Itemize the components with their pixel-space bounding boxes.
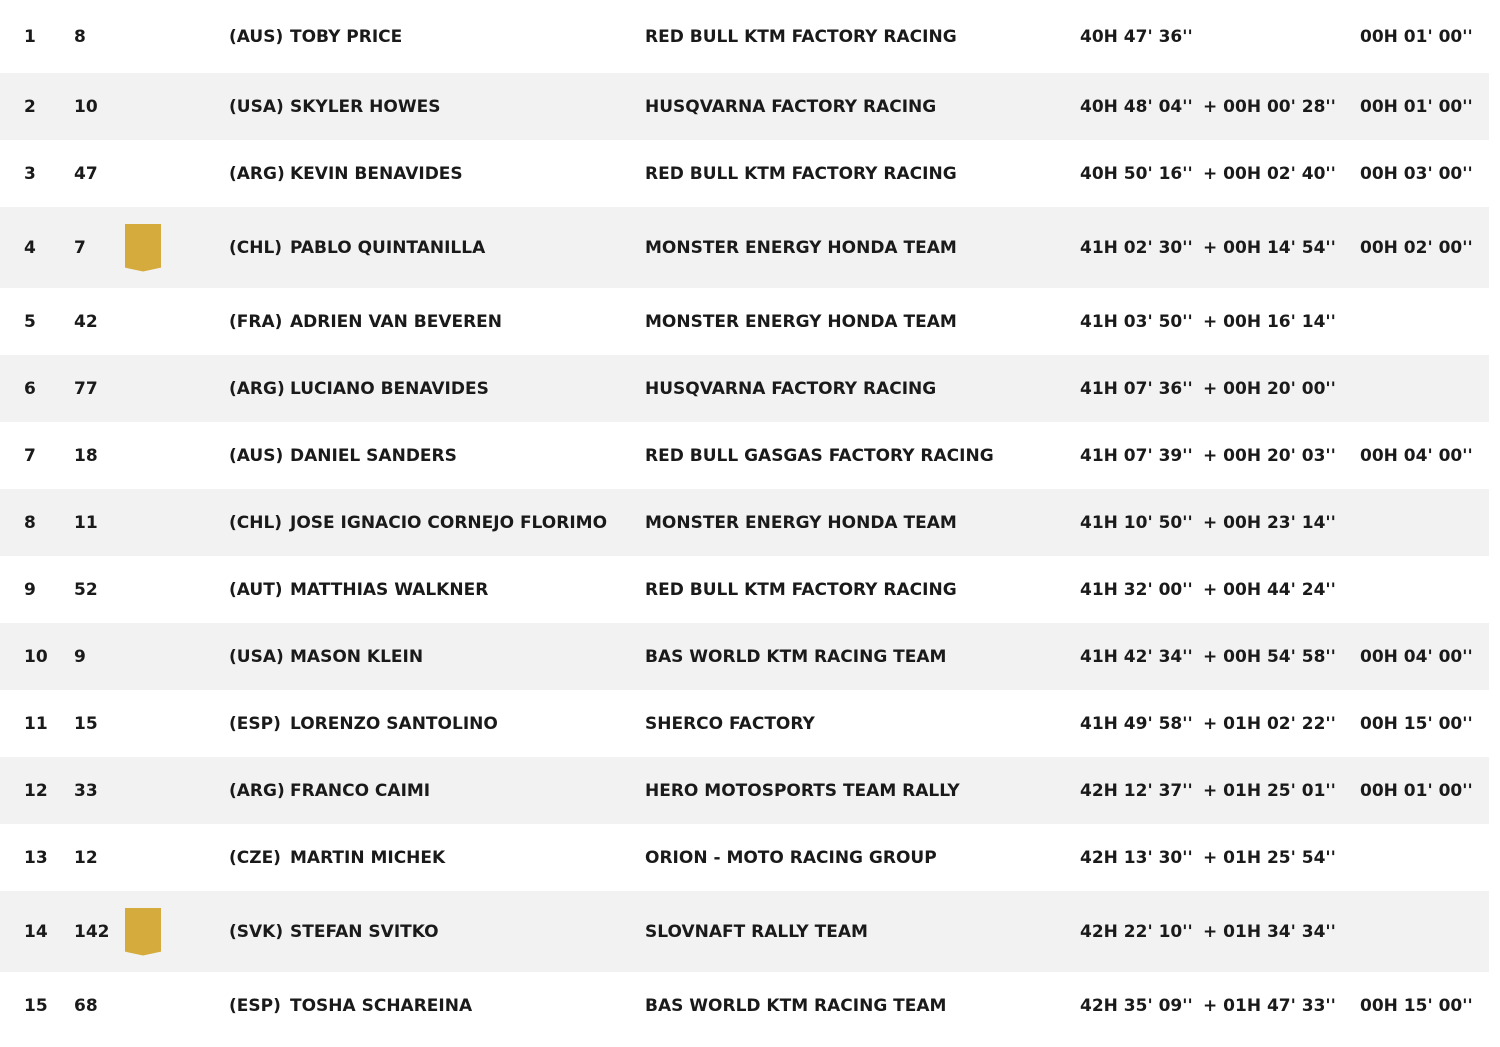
- table-row[interactable]: [0, 140, 1489, 207]
- nationality-cell: (USA): [229, 646, 284, 667]
- bike-number-cell: 7: [74, 237, 86, 258]
- bike-number-cell: 52: [74, 579, 98, 600]
- gold-badge-icon: [125, 908, 161, 956]
- team-name-cell: HERO MOTOSPORTS TEAM RALLY: [645, 780, 960, 801]
- gap-cell: + 00H 02' 40'': [1203, 163, 1336, 184]
- table-row[interactable]: [0, 355, 1489, 422]
- position-cell: 4: [24, 237, 36, 258]
- bike-number-cell: 8: [74, 26, 86, 47]
- team-name-cell: RED BULL GASGAS FACTORY RACING: [645, 445, 994, 466]
- position-cell: 9: [24, 579, 36, 600]
- table-row[interactable]: [0, 972, 1489, 1039]
- position-cell: 13: [24, 847, 48, 868]
- nationality-cell: (ESP): [229, 995, 281, 1016]
- position-cell: 12: [24, 780, 48, 801]
- team-name-cell: SHERCO FACTORY: [645, 713, 815, 734]
- rider-name-cell: MARTIN MICHEK: [290, 847, 446, 868]
- nationality-cell: (SVK): [229, 921, 284, 942]
- total-time-cell: 42H 12' 37'': [1080, 780, 1193, 801]
- rider-name-cell: TOBY PRICE: [290, 26, 403, 47]
- bike-number-cell: 47: [74, 163, 98, 184]
- gap-cell: + 01H 34' 34'': [1203, 921, 1336, 942]
- total-time-cell: 41H 10' 50'': [1080, 512, 1193, 533]
- bike-number-cell: 68: [74, 995, 98, 1016]
- bike-number-cell: 42: [74, 311, 98, 332]
- table-row[interactable]: [0, 73, 1489, 140]
- penalty-cell: 00H 04' 00'': [1360, 445, 1473, 466]
- penalty-cell: 00H 01' 00'': [1360, 96, 1473, 117]
- rider-name-cell: MASON KLEIN: [290, 646, 424, 667]
- team-name-cell: RED BULL KTM FACTORY RACING: [645, 579, 957, 600]
- rider-name-cell: JOSE IGNACIO CORNEJO FLORIMO: [290, 512, 608, 533]
- gap-cell: + 00H 23' 14'': [1203, 512, 1336, 533]
- team-name-cell: HUSQVARNA FACTORY RACING: [645, 378, 937, 399]
- rider-name-cell: PABLO QUINTANILLA: [290, 237, 486, 258]
- penalty-cell: 00H 03' 00'': [1360, 163, 1473, 184]
- rider-name-cell: DANIEL SANDERS: [290, 445, 457, 466]
- nationality-cell: (USA): [229, 96, 284, 117]
- total-time-cell: 42H 22' 10'': [1080, 921, 1193, 942]
- bike-number-cell: 18: [74, 445, 98, 466]
- gap-cell: + 01H 25' 54'': [1203, 847, 1336, 868]
- bike-number-cell: 77: [74, 378, 98, 399]
- gap-cell: + 00H 14' 54'': [1203, 237, 1336, 258]
- rider-name-cell: ADRIEN VAN BEVEREN: [290, 311, 503, 332]
- gap-cell: + 00H 00' 28'': [1203, 96, 1336, 117]
- total-time-cell: 40H 50' 16'': [1080, 163, 1193, 184]
- position-cell: 14: [24, 921, 48, 942]
- table-row[interactable]: [0, 288, 1489, 355]
- table-row[interactable]: [0, 690, 1489, 757]
- total-time-cell: 41H 07' 36'': [1080, 378, 1193, 399]
- total-time-cell: 40H 47' 36'': [1080, 26, 1193, 47]
- table-row[interactable]: [0, 422, 1489, 489]
- total-time-cell: 40H 48' 04'': [1080, 96, 1193, 117]
- penalty-cell: 00H 02' 00'': [1360, 237, 1473, 258]
- nationality-cell: (ARG): [229, 378, 285, 399]
- position-cell: 8: [24, 512, 36, 533]
- team-name-cell: MONSTER ENERGY HONDA TEAM: [645, 311, 957, 332]
- position-cell: 15: [24, 995, 48, 1016]
- gap-cell: + 01H 47' 33'': [1203, 995, 1336, 1016]
- position-cell: 3: [24, 163, 36, 184]
- position-cell: 6: [24, 378, 36, 399]
- table-row[interactable]: [0, 489, 1489, 556]
- rider-name-cell: MATTHIAS WALKNER: [290, 579, 489, 600]
- nationality-cell: (CZE): [229, 847, 281, 868]
- bike-number-cell: 10: [74, 96, 98, 117]
- position-cell: 2: [24, 96, 36, 117]
- table-row[interactable]: [0, 556, 1489, 623]
- total-time-cell: 42H 13' 30'': [1080, 847, 1193, 868]
- penalty-cell: 00H 15' 00'': [1360, 713, 1473, 734]
- total-time-cell: 42H 35' 09'': [1080, 995, 1193, 1016]
- bike-number-cell: 9: [74, 646, 86, 667]
- badge-cell: [125, 207, 161, 288]
- position-cell: 11: [24, 713, 48, 734]
- penalty-cell: 00H 15' 00'': [1360, 995, 1473, 1016]
- nationality-cell: (FRA): [229, 311, 283, 332]
- gap-cell: + 00H 54' 58'': [1203, 646, 1336, 667]
- nationality-cell: (CHL): [229, 512, 283, 533]
- team-name-cell: BAS WORLD KTM RACING TEAM: [645, 995, 947, 1016]
- gap-cell: + 00H 20' 03'': [1203, 445, 1336, 466]
- team-name-cell: ORION - MOTO RACING GROUP: [645, 847, 937, 868]
- position-cell: 1: [24, 26, 36, 47]
- gap-cell: + 01H 25' 01'': [1203, 780, 1336, 801]
- bike-number-cell: 33: [74, 780, 98, 801]
- rider-name-cell: LORENZO SANTOLINO: [290, 713, 498, 734]
- nationality-cell: (CHL): [229, 237, 283, 258]
- table-row[interactable]: [0, 891, 1489, 972]
- gap-cell: + 00H 16' 14'': [1203, 311, 1336, 332]
- total-time-cell: 41H 07' 39'': [1080, 445, 1193, 466]
- bike-number-cell: 11: [74, 512, 98, 533]
- team-name-cell: MONSTER ENERGY HONDA TEAM: [645, 237, 957, 258]
- team-name-cell: BAS WORLD KTM RACING TEAM: [645, 646, 947, 667]
- table-row[interactable]: [0, 757, 1489, 824]
- position-cell: 10: [24, 646, 48, 667]
- bike-number-cell: 12: [74, 847, 98, 868]
- total-time-cell: 41H 03' 50'': [1080, 311, 1193, 332]
- nationality-cell: (AUS): [229, 445, 284, 466]
- total-time-cell: 41H 49' 58'': [1080, 713, 1193, 734]
- table-row[interactable]: [0, 207, 1489, 288]
- badge-cell: [125, 891, 161, 972]
- team-name-cell: HUSQVARNA FACTORY RACING: [645, 96, 937, 117]
- rider-name-cell: STEFAN SVITKO: [290, 921, 439, 942]
- rider-name-cell: FRANCO CAIMI: [290, 780, 431, 801]
- team-name-cell: RED BULL KTM FACTORY RACING: [645, 26, 957, 47]
- table-row[interactable]: [0, 824, 1489, 891]
- nationality-cell: (AUT): [229, 579, 283, 600]
- gap-cell: + 00H 44' 24'': [1203, 579, 1336, 600]
- rider-name-cell: SKYLER HOWES: [290, 96, 441, 117]
- penalty-cell: 00H 04' 00'': [1360, 646, 1473, 667]
- rider-name-cell: LUCIANO BENAVIDES: [290, 378, 489, 399]
- team-name-cell: RED BULL KTM FACTORY RACING: [645, 163, 957, 184]
- nationality-cell: (ESP): [229, 713, 281, 734]
- table-row[interactable]: [0, 623, 1489, 690]
- table-row[interactable]: [0, 0, 1489, 73]
- penalty-cell: 00H 01' 00'': [1360, 26, 1473, 47]
- position-cell: 7: [24, 445, 36, 466]
- nationality-cell: (ARG): [229, 163, 285, 184]
- nationality-cell: (AUS): [229, 26, 284, 47]
- rider-name-cell: TOSHA SCHAREINA: [290, 995, 473, 1016]
- gold-badge-icon: [125, 224, 161, 272]
- total-time-cell: 41H 42' 34'': [1080, 646, 1193, 667]
- bike-number-cell: 15: [74, 713, 98, 734]
- bike-number-cell: 142: [74, 921, 110, 942]
- nationality-cell: (ARG): [229, 780, 285, 801]
- team-name-cell: MONSTER ENERGY HONDA TEAM: [645, 512, 957, 533]
- rider-name-cell: KEVIN BENAVIDES: [290, 163, 463, 184]
- penalty-cell: 00H 01' 00'': [1360, 780, 1473, 801]
- position-cell: 5: [24, 311, 36, 332]
- gap-cell: + 01H 02' 22'': [1203, 713, 1336, 734]
- team-name-cell: SLOVNAFT RALLY TEAM: [645, 921, 868, 942]
- total-time-cell: 41H 02' 30'': [1080, 237, 1193, 258]
- gap-cell: + 00H 20' 00'': [1203, 378, 1336, 399]
- total-time-cell: 41H 32' 00'': [1080, 579, 1193, 600]
